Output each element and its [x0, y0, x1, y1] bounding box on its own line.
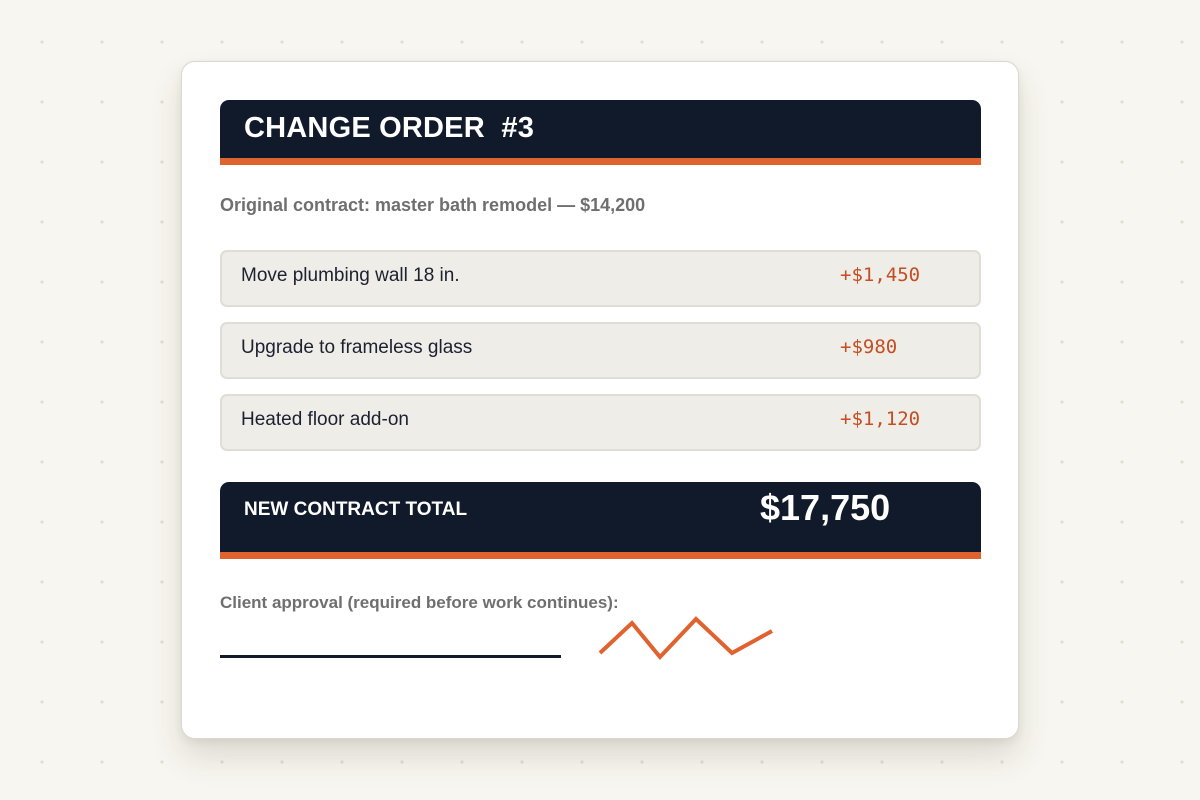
- contract-total-bar: [220, 482, 981, 559]
- line-item: [220, 250, 981, 307]
- change-order-header: [220, 100, 981, 165]
- total-label: NEW CONTRACT TOTAL: [244, 499, 468, 520]
- line-item-description: Move plumbing wall 18 in.: [241, 265, 460, 286]
- line-item-amount: +$1,450: [840, 264, 921, 286]
- line-item-description: Upgrade to frameless glass: [241, 337, 473, 358]
- line-item-amount: +$980: [840, 336, 898, 358]
- signature-scribble: [596, 615, 776, 661]
- line-item: [220, 322, 981, 379]
- change-order-title: CHANGE ORDER #3: [244, 112, 535, 144]
- client-approval-label: Client approval (required before work continues):: [220, 593, 619, 612]
- original-contract-text: Original contract: master bath remodel — $14,200: [220, 195, 646, 215]
- signature-line[interactable]: [220, 655, 561, 658]
- line-item-amount: +$1,120: [840, 408, 921, 430]
- line-item: [220, 394, 981, 451]
- line-item-description: Heated floor add-on: [241, 409, 409, 430]
- total-value: $17,750: [760, 487, 891, 528]
- change-order-card: [181, 61, 1019, 739]
